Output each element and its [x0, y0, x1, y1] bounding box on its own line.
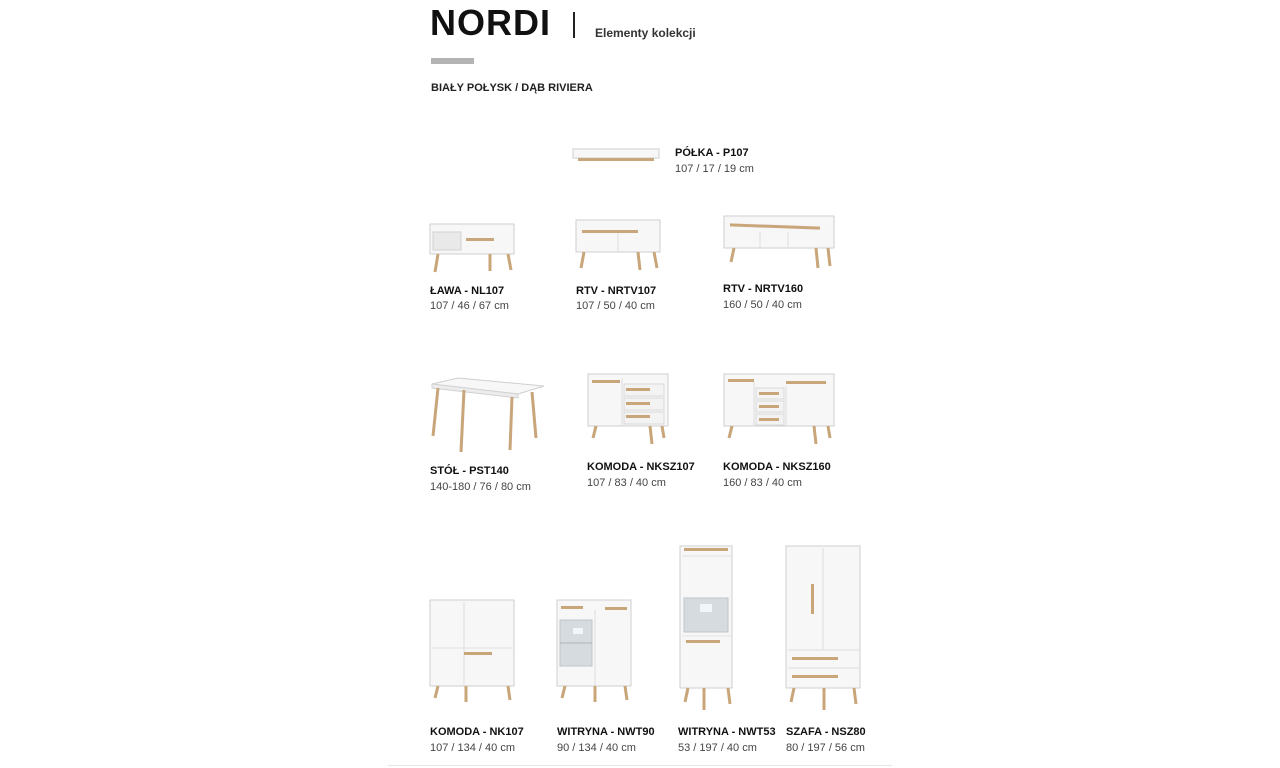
title-underline	[431, 58, 474, 64]
dining-table-icon	[428, 376, 546, 456]
display-cabinet-tall-icon	[678, 544, 736, 714]
item-dimensions: 107 / 46 / 67 cm	[430, 300, 509, 312]
item-name: KOMODA - NKSZ160	[723, 461, 831, 473]
item-dimensions: 53 / 197 / 40 cm	[678, 742, 757, 754]
collection-title: NORDI	[430, 2, 551, 43]
coffee-table-icon	[428, 222, 518, 274]
item-name: KOMODA - NK107	[430, 726, 524, 738]
shelf-icon	[572, 148, 662, 162]
collection-subtitle: Elementy kolekcji	[595, 26, 696, 40]
title-divider	[573, 12, 575, 38]
tv-stand-large-icon	[722, 214, 838, 272]
item-dimensions: 80 / 197 / 56 cm	[786, 742, 865, 754]
highboard-icon	[428, 598, 518, 704]
item-name: RTV - NRTV160	[723, 283, 804, 295]
item-name: ŁAWA - NL107	[430, 285, 505, 297]
finish-label: BIAŁY POŁYSK / DĄB RIVIERA	[431, 82, 593, 94]
item-name: WITRYNA - NWT90	[557, 726, 655, 738]
display-cabinet-small-icon	[555, 598, 635, 704]
item-dimensions: 107 / 134 / 40 cm	[430, 742, 515, 754]
item-name: STÓŁ - PST140	[430, 465, 509, 477]
item-dimensions: 160 / 50 / 40 cm	[723, 299, 802, 311]
tv-stand-small-icon	[574, 218, 664, 274]
wardrobe-icon	[784, 544, 864, 714]
sideboard-small-icon	[586, 372, 672, 448]
item-dimensions: 107 / 50 / 40 cm	[576, 300, 655, 312]
sideboard-large-icon	[722, 372, 838, 448]
item-dimensions: 160 / 83 / 40 cm	[723, 477, 802, 489]
item-name: WITRYNA - NWT53	[678, 726, 776, 738]
page-bottom-rule	[388, 765, 892, 766]
item-name: PÓŁKA - P107	[675, 147, 749, 159]
item-dimensions: 107 / 17 / 19 cm	[675, 163, 754, 175]
item-name: RTV - NRTV107	[576, 285, 657, 297]
item-dimensions: 107 / 83 / 40 cm	[587, 477, 666, 489]
item-name: KOMODA - NKSZ107	[587, 461, 695, 473]
item-dimensions: 90 / 134 / 40 cm	[557, 742, 636, 754]
item-dimensions: 140-180 / 76 / 80 cm	[430, 481, 531, 493]
item-name: SZAFA - NSZ80	[786, 726, 866, 738]
